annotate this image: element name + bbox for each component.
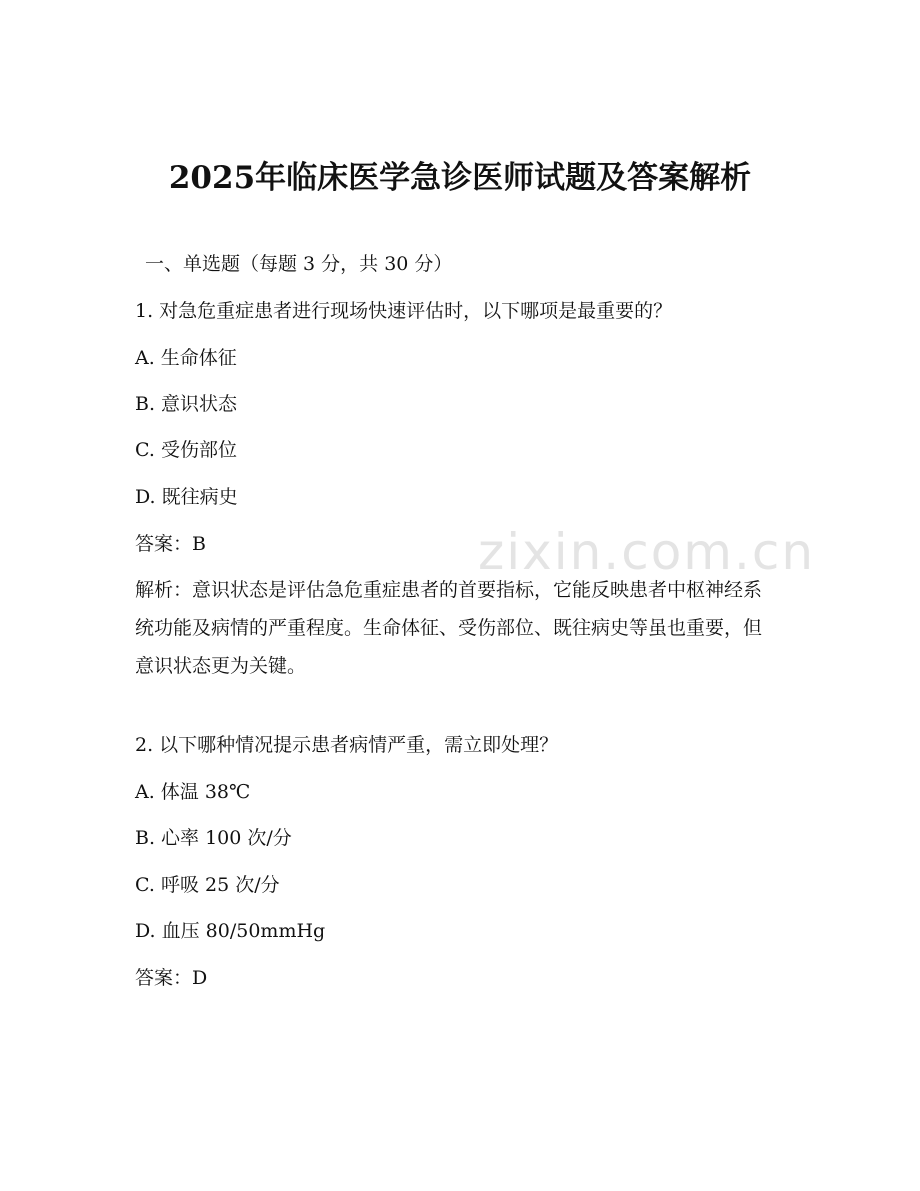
question-2-option-c: C. 呼吸 25 次/分	[135, 874, 280, 896]
page-title: 2025年临床医学急诊医师试题及答案解析	[168, 160, 752, 196]
question-2-answer: 答案：D	[135, 967, 208, 989]
question-1-option-b: B. 意识状态	[135, 393, 238, 415]
question-1-option-c: C. 受伤部位	[135, 439, 237, 461]
question-2-stem: 2. 以下哪种情况提示患者病情严重，需立即处理？	[135, 734, 559, 756]
question-1-option-a: A. 生命体征	[135, 347, 237, 369]
question-1-answer: 答案：B	[135, 533, 206, 555]
question-1-option-d: D. 既往病史	[135, 486, 238, 508]
section-heading: 一、单选题（每题 3 分，共 30 分）	[145, 253, 453, 275]
question-2-option-b: B. 心率 100 次/分	[135, 827, 292, 849]
question-2-option-d: D. 血压 80/50mmHg	[135, 920, 326, 942]
question-1-stem: 1. 对急危重症患者进行现场快速评估时，以下哪项是最重要的？	[135, 300, 673, 322]
question-2-option-a: A. 体温 38℃	[135, 781, 251, 803]
question-1-explanation: 解析：意识状态是评估急危重症患者的首要指标，它能反映患者中枢神经系统功能及病情的严重程度。生命体征、受伤部位、既往病史等虽也重要，但意识状态更为关键。	[135, 579, 763, 677]
watermark: zixin.com.cn	[478, 523, 816, 581]
